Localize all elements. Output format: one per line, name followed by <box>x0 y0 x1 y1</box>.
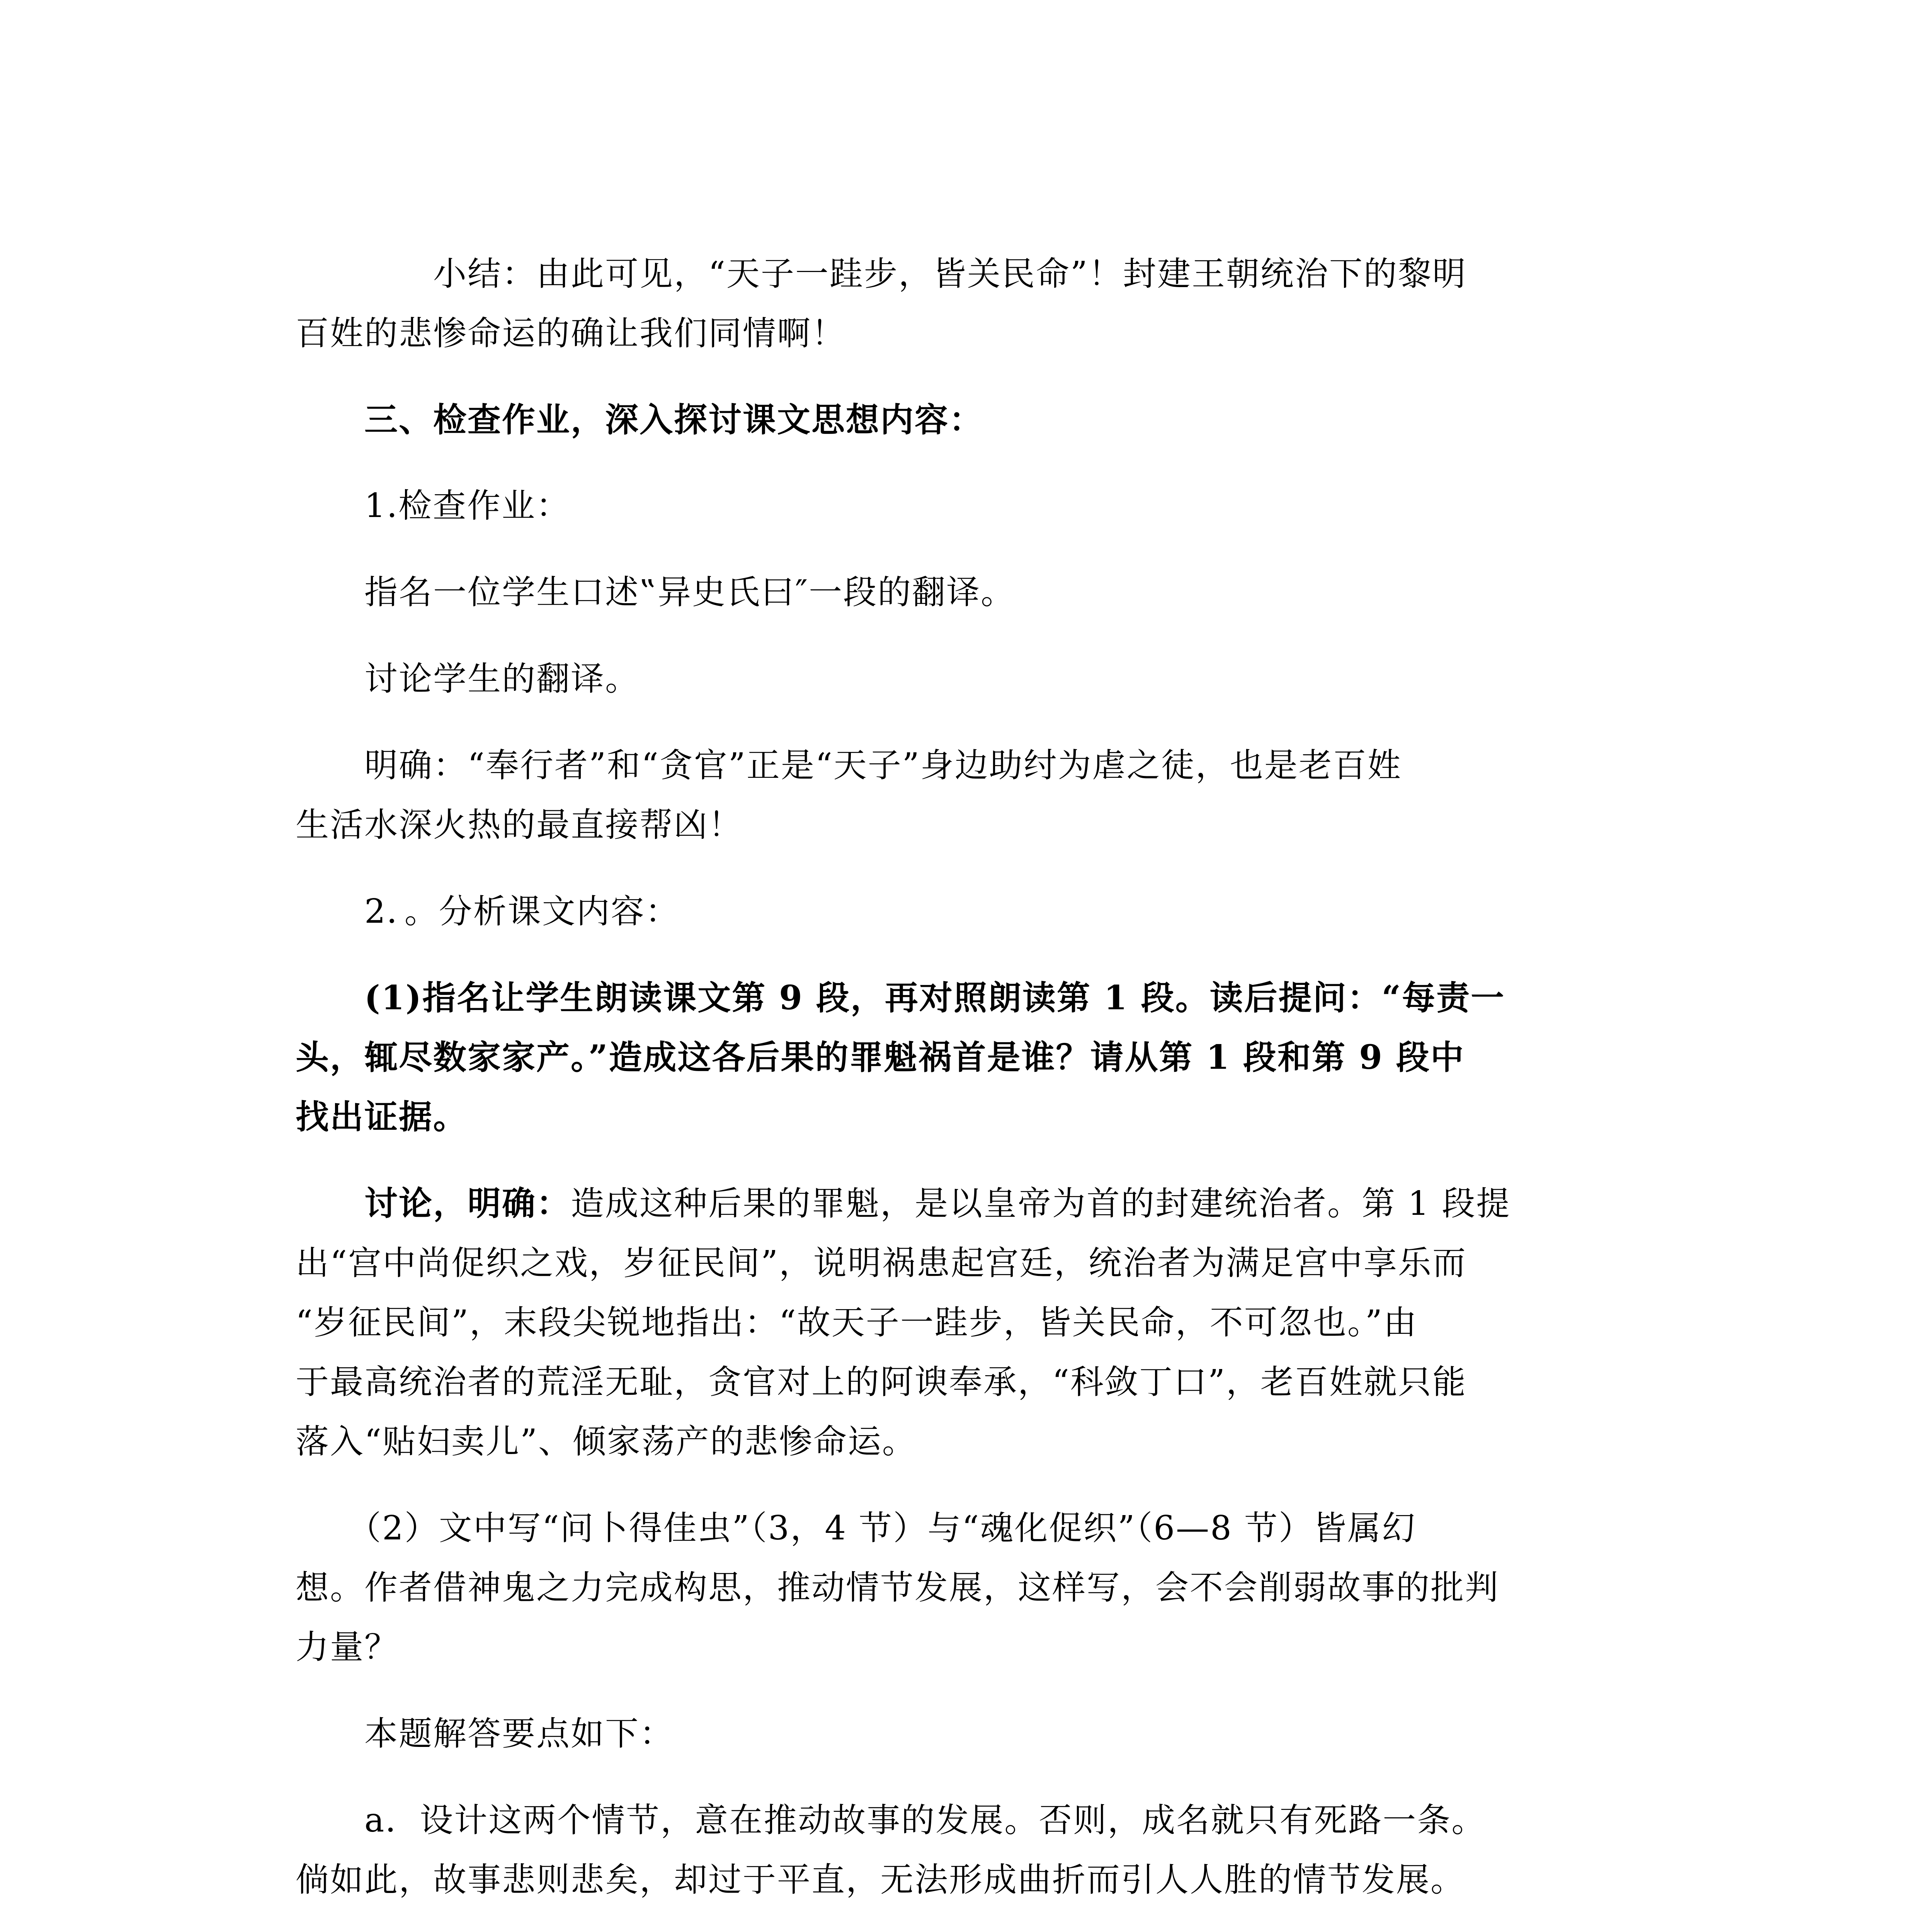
discussion-line: 讨论学生的翻译。 <box>296 660 640 698</box>
summary-line-2: 百姓的悲惨命运的确让我们同情啊！ <box>296 314 846 353</box>
point-a-line-1: a．设计这两个情节，意在推动故事的发展。否则，成名就只有死路一条。 <box>296 1801 1486 1840</box>
question-2-line-2: 想。作者借神鬼之力完成构思，推动情节发展，这样写，会不会削弱故事的批判 <box>296 1568 1499 1607</box>
answer-1-line-5: 落入“贴妇卖儿”、倾家荡产的悲惨命运。 <box>296 1422 917 1461</box>
section-heading-3: 三、检查作业，深入探讨课文思想内容： <box>296 400 983 439</box>
answer-points-heading: 本题解答要点如下： <box>296 1714 674 1753</box>
answer-1-line-4: 于最高统治者的荒淫无耻，贪官对上的阿谀奉承，“科敛丁口”，老百姓就只能 <box>296 1363 1467 1401</box>
answer-1-line-3: “岁征民间”，末段尖锐地指出：“故天子一跬步，皆关民命，不可忽也。”由 <box>296 1303 1418 1342</box>
clarification-line-2: 生活水深火热的最直接帮凶！ <box>296 806 743 844</box>
answer-1-lead: 讨论，明确： <box>296 1184 571 1223</box>
point-a-line-2: 倘如此，故事悲则悲矣，却过于平直，无法形成曲折而引人人胜的情节发展。 <box>296 1861 1465 1899</box>
check-homework-heading: 1.检查作业： <box>296 486 571 525</box>
summary-line-1: 小结：由此可见，“天子一跬步，皆关民命”！封建王朝统治下的黎明 <box>296 255 1467 293</box>
question-2-line-1: （2）文中写“问卜得佳虫”（3，4 节）与“魂化促织”（6—8 节）皆属幻 <box>296 1509 1417 1548</box>
answer-1-line-1 <box>296 1174 1510 1233</box>
instruction-line: 指名一位学生口述‟异史氏曰″一段的翻译。 <box>296 573 1015 612</box>
analysis-heading: 2．。分析课文内容： <box>296 892 680 931</box>
question-1-line-2: 头，辄尽数家家产。”造成这各后果的罪魁祸首是谁？请从第 1 段和第 9 段中 <box>296 1038 1465 1077</box>
clarification-line-1: 明确：“奉行者”和“贪官”正是“天子”身边助纣为虐之徒，也是老百姓 <box>296 746 1402 785</box>
answer-1-line-2: 出“宫中尚促织之戏，岁征民间”，说明祸患起宫廷，统治者为满足宫中享乐而 <box>296 1244 1467 1282</box>
question-1-line-1: (1)指名让学生朗读课文第 9 段，再对照朗读第 1 段。读后提问：“每责一 <box>296 978 1505 1017</box>
question-2-line-3: 力量？ <box>296 1628 399 1667</box>
answer-1-text: 造成这种后果的罪魁，是以皇帝为首的封建统治者。第 1 段提 <box>571 1184 1511 1223</box>
question-1-line-3: 找出证据。 <box>296 1097 468 1136</box>
